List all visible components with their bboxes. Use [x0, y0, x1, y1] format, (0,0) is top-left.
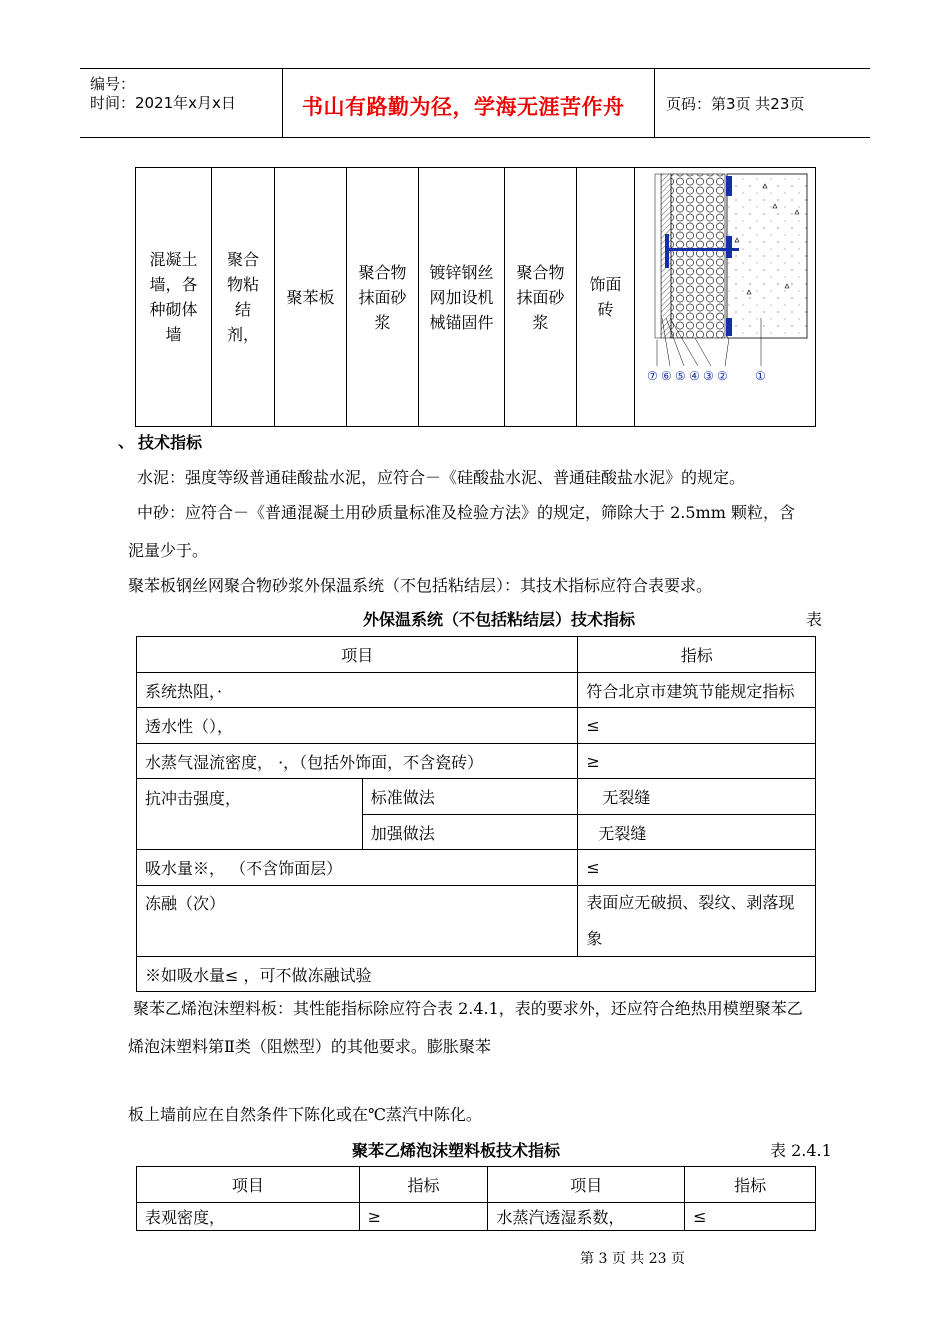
eps-board-layer	[671, 174, 725, 338]
wall-section-figure-cell	[635, 168, 816, 427]
paragraph-eps-cont: 烯泡沫塑料第Ⅱ类（阻燃型）的其他要求。膨胀聚苯	[128, 1037, 491, 1056]
table-cell: ≤	[578, 850, 816, 886]
table1-label: 表	[806, 610, 823, 629]
table-row	[137, 779, 816, 815]
header-motto: 书山有路勤为径，学海无涯苦作舟	[302, 95, 625, 119]
paragraph-system: 聚苯板钢丝网聚合物砂浆外保温系统（不包括粘结层）：其技术指标应符合表要求。	[128, 576, 713, 595]
table-header-cell: 项目	[137, 637, 578, 673]
table-note-cell: ※如吸水量≤ ，可不做冻融试验	[137, 957, 816, 992]
anchor-shank	[669, 248, 739, 251]
figure-label: ⑥	[661, 369, 672, 383]
figure-labels	[647, 364, 817, 384]
table-row	[137, 637, 816, 673]
paragraph-eps-aging: 板上墙前应在自然条件下陈化或在℃蒸汽中陈化。	[128, 1105, 482, 1124]
layer-cell: 饰面 砖	[577, 168, 635, 427]
table-header-cell: 项目	[488, 1167, 685, 1203]
section-heading: 技术指标	[138, 433, 203, 452]
table-header-cell: 指标	[578, 637, 816, 673]
figure-label: ④	[689, 369, 700, 383]
number-label: 编号：	[90, 75, 136, 93]
table-cell: 无裂缝	[578, 815, 816, 850]
figure-label: ③	[703, 369, 714, 383]
table-cell: ≥	[578, 744, 816, 779]
header-divider	[654, 69, 655, 137]
freeze-value-line: 象	[586, 929, 603, 948]
table-row	[137, 886, 816, 957]
table-row	[137, 957, 816, 992]
table-row	[137, 708, 816, 744]
layer-cell: 聚合 物粘 结 剂，	[212, 168, 275, 427]
layer-cell: 混凝土 墙，各 种砌体 墙	[136, 168, 212, 427]
adhesive-layer	[726, 236, 732, 258]
finish-tile-layer	[655, 174, 661, 338]
table-cell	[578, 886, 816, 957]
table-row	[137, 1167, 816, 1203]
table-cell: ≥	[359, 1203, 488, 1231]
adhesive-layer	[726, 318, 732, 336]
layer-table	[135, 167, 816, 427]
table-header-cell: 指标	[685, 1167, 816, 1203]
paragraph-sand: 中砂：应符合－《普通混凝土用砂质量标准及检验方法》的规定，筛除大于 2.5mm 颗粒，含	[137, 503, 795, 522]
paragraph-cement: 水泥：强度等级普通硅酸盐水泥，应符合－《硅酸盐水泥、普通硅酸盐水泥》的规定。	[137, 468, 746, 487]
figure-label: ②	[717, 369, 728, 383]
layer-cell: 镀锌钢丝 网加设机 械锚固件	[419, 168, 505, 427]
concrete-wall-layer	[727, 174, 807, 338]
table-cell: 符合北京市建筑节能规定指标	[578, 673, 816, 708]
header-divider	[282, 69, 283, 137]
table-header-cell: 项目	[137, 1167, 360, 1203]
table2-title: 聚苯乙烯泡沫塑料板技术指标	[352, 1141, 561, 1160]
table-header-cell: 指标	[359, 1167, 488, 1203]
table2	[136, 1166, 816, 1231]
page-code: 页码：第3页 共23页	[666, 95, 805, 113]
table-cell: 无裂缝	[578, 779, 816, 815]
table-cell: 吸水量※， （不含饰面层）	[137, 850, 578, 886]
paragraph-sand-cont: 泥量少于。	[128, 541, 209, 560]
figure-label: ⑤	[675, 369, 686, 383]
table-cell: 抗冲击强度，	[137, 779, 363, 850]
table-row	[137, 850, 816, 886]
layer-cell: 聚苯板	[275, 168, 347, 427]
page-footer: 第 3 页 共 23 页	[580, 1251, 685, 1267]
figure-label: ⑦	[647, 369, 658, 383]
table-cell: 冻融（次）	[137, 886, 578, 957]
table-row	[137, 673, 816, 708]
table-cell: 透水性（），	[137, 708, 578, 744]
table-row	[137, 744, 816, 779]
table1	[136, 636, 816, 992]
page-header	[80, 68, 870, 138]
table-cell: 系统热阻，·	[137, 673, 578, 708]
layer-cell: 聚合物 抹面砂 浆	[505, 168, 577, 427]
table-row	[137, 1203, 816, 1231]
anchor-head	[665, 234, 669, 268]
freeze-value-line: 表面应无破损、裂纹、剥落现	[586, 893, 795, 912]
table-cell: 表观密度，	[137, 1203, 360, 1231]
adhesive-layer	[726, 176, 732, 196]
table-cell: ≤	[685, 1203, 816, 1231]
table1-title: 外保温系统（不包括粘结层）技术指标	[363, 610, 636, 629]
layer-cell: 聚合物 抹面砂 浆	[347, 168, 419, 427]
section-heading-prefix: 、	[118, 432, 135, 451]
table-cell: 水蒸汽透湿系数，	[488, 1203, 685, 1231]
table-cell: 水蒸气湿流密度， ·，（包括外饰面，不含瓷砖）	[137, 744, 578, 779]
table2-label: 表 2.4.1	[770, 1141, 832, 1160]
table-cell: ≤	[578, 708, 816, 744]
table-cell: 加强做法	[362, 815, 578, 850]
time-label: 时间：2021年x月x日	[90, 94, 236, 112]
paragraph-eps: 聚苯乙烯泡沫塑料板：其性能指标除应符合表 2.4.1，表的要求外，还应符合绝热用模塑聚苯乙	[133, 999, 803, 1018]
figure-label: ①	[755, 369, 766, 383]
table-cell: 标准做法	[362, 779, 578, 815]
